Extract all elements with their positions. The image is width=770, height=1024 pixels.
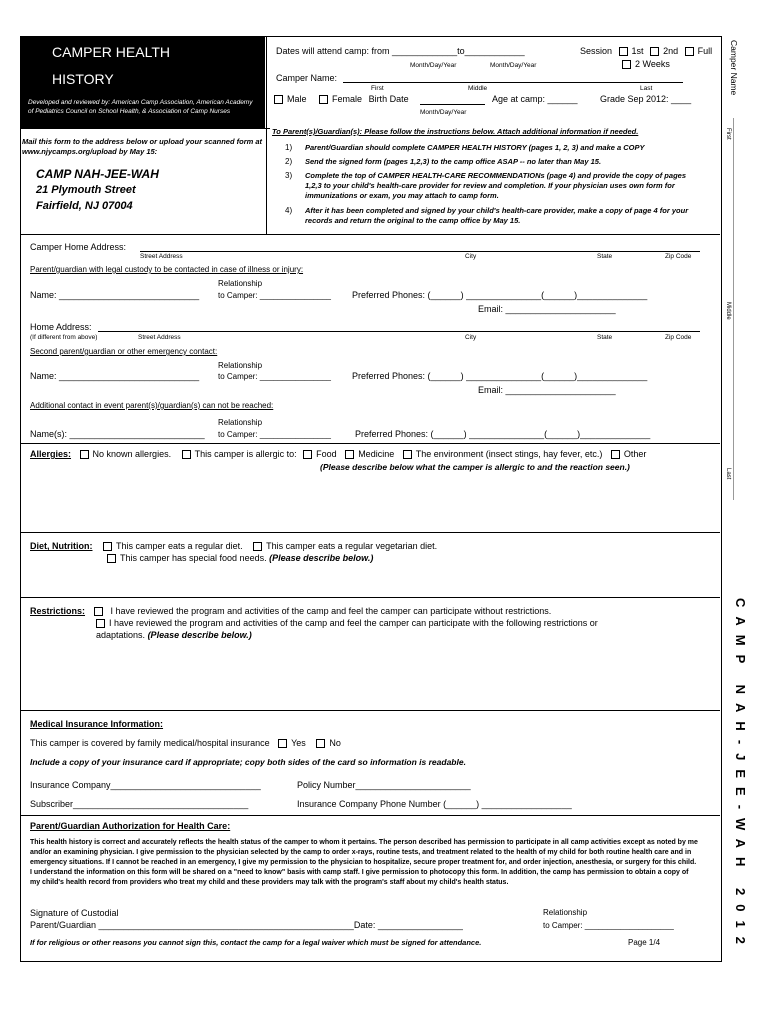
insurance-covered-label: This camper is covered by family medical/hospital insurance bbox=[30, 738, 270, 748]
session-2weeks bbox=[622, 59, 670, 69]
food-checkbox[interactable] bbox=[303, 450, 312, 459]
parent2-phones-field[interactable]: Preferred Phones: (______) _______________(______)______________ bbox=[352, 371, 648, 381]
female-checkbox[interactable] bbox=[319, 95, 328, 104]
special-diet-row bbox=[107, 553, 373, 563]
parent1-name-field[interactable]: Name: ____________________________ bbox=[30, 290, 200, 300]
special-diet-note: (Please describe below.) bbox=[269, 553, 374, 563]
other-allergy-checkbox[interactable] bbox=[611, 450, 620, 459]
parent1-relationship-field[interactable]: to Camper: ________________ bbox=[218, 291, 331, 300]
other-allergy-label: Other bbox=[623, 449, 647, 459]
grade-field[interactable]: Grade Sep 2012: ____ bbox=[600, 94, 692, 104]
side-first: First bbox=[725, 128, 731, 140]
allergic-checkbox[interactable] bbox=[182, 450, 191, 459]
subscriber-field[interactable]: Subscriber___________________________________ bbox=[30, 799, 249, 809]
home-address2-field[interactable] bbox=[98, 331, 700, 332]
insurance-covered-row bbox=[30, 738, 341, 748]
session-2nd-checkbox[interactable] bbox=[650, 47, 659, 56]
insurance-no-checkbox[interactable] bbox=[316, 739, 325, 748]
insurance-company-field[interactable]: Insurance Company______________________________ bbox=[30, 780, 261, 790]
instruction-num-1: 1) bbox=[285, 143, 293, 152]
special-diet-checkbox[interactable] bbox=[107, 554, 116, 563]
from-date-hint: Month/Day/Year bbox=[410, 62, 457, 69]
to-date-hint: Month/Day/Year bbox=[490, 62, 537, 69]
divider bbox=[266, 36, 267, 234]
policy-number-field[interactable]: Policy Number_______________________ bbox=[297, 780, 471, 790]
zip-hint-2: Zip Code bbox=[665, 334, 692, 341]
street-hint: Street Address bbox=[140, 253, 183, 260]
side-last: Last bbox=[725, 468, 731, 480]
authorization-body: This health history is correct and accurately reflects the health status of the camper to whom it pertains. The person described has permission to participate in all camp activities except as noted by me and/or an examining physician. I give permission to the physician selected by the camp to order x-rays, routine tests, and treatment related to the health of my child for both routine health care and in emergency situations. If I cannot be reached in an emergency, I give my permission to the physician to hospitalize, secure proper treatment for, and order injection, anesthesia, or surgery for this child. I understand the information on this form will be shared on a "need to know" basis with camp staff. I give permission to photocopy this form. In addition, the camp has permission to obtain a copy of my child's health record from providers who treat my child and these providers may talk with the program's staff about my child's health status. bbox=[30, 839, 698, 886]
vegetarian-diet-label: This camper eats a regular vegetarian diet. bbox=[266, 541, 438, 551]
instruction-num-3: 3) bbox=[285, 171, 293, 180]
insurance-no-label: No bbox=[329, 738, 341, 748]
signature-label: Signature of Custodial bbox=[30, 908, 119, 918]
second-parent-heading: Second parent/guardian or other emergency contact: bbox=[30, 347, 218, 356]
food-label: Food bbox=[316, 449, 337, 459]
relationship-label-3: Relationship bbox=[218, 418, 263, 427]
divider bbox=[20, 532, 720, 533]
special-diet-label: This camper has special food needs. bbox=[120, 553, 267, 563]
restrictions-note-row bbox=[96, 630, 252, 640]
instruction-3: Complete the top of CAMPER HEALTH-CARE RECOMMENDATIONs (page 4) and provide the copy of pages 1,2,3 to your child's health-care provider for review and completion. If your physician uses own form for immunizations or exam, you may attach to camp form. bbox=[305, 171, 686, 200]
gender-row bbox=[274, 94, 409, 104]
home-address-label: Camper Home Address: bbox=[30, 242, 127, 252]
side-camper-name: Camper Name bbox=[729, 40, 739, 96]
insurance-phone-field[interactable]: Insurance Company Phone Number (______) __________________ bbox=[297, 799, 572, 809]
instruction-4: After it has been completed and signed by your child's health-care provider, make a copy of page 4 for your records and return the original to the camp office by May 15. bbox=[305, 206, 689, 225]
diet-label: Diet, Nutrition: bbox=[30, 541, 93, 551]
relationship-label: Relationship bbox=[218, 279, 263, 288]
street-hint-2: Street Address bbox=[138, 334, 181, 341]
camp-city: Fairfield, NJ 07004 bbox=[36, 200, 133, 212]
divider bbox=[20, 815, 720, 816]
middle-name-hint: Middle bbox=[468, 85, 488, 92]
state-hint-2: State bbox=[597, 334, 613, 341]
additional-relationship-field[interactable]: to Camper: ________________ bbox=[218, 430, 331, 439]
medicine-label: Medicine bbox=[358, 449, 395, 459]
form-title-line1: CAMPER HEALTH bbox=[52, 44, 170, 60]
session-full-checkbox[interactable] bbox=[685, 47, 694, 56]
divider bbox=[20, 234, 720, 235]
signature-field[interactable]: Parent/Guardian ___________________________________________________Date: _________________ bbox=[30, 920, 463, 930]
with-restrictions-checkbox[interactable] bbox=[96, 619, 105, 628]
regular-diet-checkbox[interactable] bbox=[103, 542, 112, 551]
allergies-row bbox=[30, 449, 646, 459]
if-different-hint: (If different from above) bbox=[30, 334, 98, 341]
form-title-line2: HISTORY bbox=[52, 71, 114, 87]
camp-street: 21 Plymouth Street bbox=[36, 184, 136, 196]
insurance-heading: Medical Insurance Information: bbox=[30, 719, 164, 729]
allergies-label: Allergies: bbox=[30, 449, 72, 459]
city-hint-2: City bbox=[465, 334, 477, 341]
no-restrictions-checkbox[interactable] bbox=[94, 607, 103, 616]
diet-row bbox=[30, 541, 437, 551]
auth-relationship-label: Relationship bbox=[543, 908, 588, 917]
session-1st-label: 1st bbox=[631, 46, 644, 56]
no-restrictions-label: I have reviewed the program and activities of the camp and feel the camper can participate without restrictions. bbox=[110, 606, 552, 616]
session-2nd-label: 2nd bbox=[663, 46, 679, 56]
allergic-label: This camper is allergic to: bbox=[194, 449, 297, 459]
state-hint: State bbox=[597, 253, 613, 260]
session-2weeks-checkbox[interactable] bbox=[622, 60, 631, 69]
home-address-field[interactable] bbox=[140, 251, 700, 252]
home-address2-label: Home Address: bbox=[30, 322, 92, 332]
mail-instructions: Mail this form to the address below or upload your scanned form at www.njycamps.org/upload by May 15: bbox=[22, 137, 263, 156]
side-camp-title: CAMP NAH-JEE-WAH 2012 bbox=[733, 598, 748, 953]
zip-hint: Zip Code bbox=[665, 253, 692, 260]
insurance-yes-label: Yes bbox=[291, 738, 306, 748]
divider bbox=[20, 128, 270, 129]
divider bbox=[20, 443, 720, 444]
restrictions-row bbox=[30, 606, 551, 616]
camper-name-field[interactable] bbox=[343, 82, 683, 83]
session-2weeks-label: 2 Weeks bbox=[635, 59, 670, 69]
session-text: Session bbox=[580, 46, 613, 56]
environment-checkbox[interactable] bbox=[403, 450, 412, 459]
parent1-email-field[interactable]: Email: ______________________ bbox=[478, 304, 616, 314]
parent2-name-field[interactable]: Name: ____________________________ bbox=[30, 371, 200, 381]
female-label: Female bbox=[332, 94, 363, 104]
parent2-email-field[interactable]: Email: ______________________ bbox=[478, 385, 616, 395]
additional-names-field[interactable]: Name(s): ___________________________ bbox=[30, 429, 205, 439]
male-label: Male bbox=[287, 94, 307, 104]
session-full-label: Full bbox=[697, 46, 713, 56]
header-block bbox=[20, 36, 265, 128]
allergies-note: (Please describe below what the camper is allergic to and the reaction seen.) bbox=[320, 462, 630, 472]
restrictions-note: (Please describe below.) bbox=[147, 630, 252, 640]
instruction-num-4: 4) bbox=[285, 206, 293, 215]
instruction-2: Send the signed form (pages 1,2,3) to the camp office ASAP -- no later than May 15. bbox=[305, 157, 602, 166]
restrictions-label: Restrictions: bbox=[30, 606, 86, 616]
relationship-label-2: Relationship bbox=[218, 361, 263, 370]
parent1-phones-field[interactable]: Preferred Phones: (______) _______________(______)______________ bbox=[352, 290, 648, 300]
session-1st-checkbox[interactable] bbox=[619, 47, 628, 56]
adaptations-label: adaptations. bbox=[96, 630, 146, 640]
with-restrictions-row bbox=[96, 618, 598, 628]
medicine-checkbox[interactable] bbox=[345, 450, 354, 459]
additional-phones-field[interactable]: Preferred Phones: (______) _______________(______)______________ bbox=[355, 429, 651, 439]
no-allergies-label: No known allergies. bbox=[92, 449, 172, 459]
side-name-line[interactable] bbox=[733, 118, 734, 500]
environment-label: The environment (insect stings, hay fever, etc.) bbox=[415, 449, 603, 459]
divider bbox=[20, 710, 720, 711]
regular-diet-label: This camper eats a regular diet. bbox=[116, 541, 243, 551]
auth-relationship-field[interactable]: to Camper: ____________________ bbox=[543, 921, 674, 930]
camp-name: CAMP NAH-JEE-WAH bbox=[36, 167, 159, 181]
side-middle: Middle bbox=[725, 302, 731, 320]
birth-date-hint: Month/Day/Year bbox=[420, 109, 467, 116]
male-checkbox[interactable] bbox=[274, 95, 283, 104]
camper-name-label: Camper Name: bbox=[276, 73, 338, 83]
developed-by-note: Developed and reviewed by: American Camp Association, American Academy of Pediatrics Council on School Health, & Association of Camp Nurses bbox=[28, 99, 253, 115]
divider bbox=[20, 597, 720, 598]
authorization-heading: Parent/Guardian Authorization for Health Care: bbox=[30, 821, 231, 831]
session-label bbox=[580, 46, 712, 56]
birth-date-field[interactable] bbox=[420, 104, 485, 105]
vegetarian-diet-checkbox[interactable] bbox=[253, 542, 262, 551]
city-hint: City bbox=[465, 253, 477, 260]
first-name-hint: First bbox=[371, 85, 384, 92]
insurance-yes-checkbox[interactable] bbox=[278, 739, 287, 748]
last-name-hint: Last bbox=[640, 85, 653, 92]
legal-custody-heading: Parent/guardian with legal custody to be contacted in case of illness or injury: bbox=[30, 265, 304, 274]
additional-contact-heading: Additional contact in event parent(s)/guardian(s) can not be reached: bbox=[30, 401, 274, 410]
no-allergies-checkbox[interactable] bbox=[80, 450, 89, 459]
instruction-1: Parent/Guardian should complete CAMPER HEALTH HISTORY (pages 1, 2, 3) and make a COPY bbox=[305, 143, 645, 152]
birth-date-label: Birth Date bbox=[368, 94, 409, 104]
parent2-relationship-field[interactable]: to Camper: ________________ bbox=[218, 372, 331, 381]
with-restrictions-label: I have reviewed the program and activities of the camp and feel the camper can participate with the following restrictions or bbox=[109, 618, 598, 628]
age-at-camp-field[interactable]: Age at camp: ______ bbox=[492, 94, 578, 104]
page-number: Page 1/4 bbox=[628, 938, 661, 947]
instruction-num-2: 2) bbox=[285, 157, 293, 166]
religious-note: If for religious or other reasons you cannot sign this, contact the camp for a legal waiver which must be signed for attendance. bbox=[30, 938, 482, 947]
dates-attend-field[interactable]: Dates will attend camp: from _____________to____________ bbox=[276, 46, 525, 56]
instructions-heading: To Parent(s)/Guardian(s): Please follow the instructions below. Attach additional information if needed. bbox=[272, 127, 639, 136]
insurance-card-note: Include a copy of your insurance card if appropriate; copy both sides of the card so information is readable. bbox=[30, 757, 466, 767]
